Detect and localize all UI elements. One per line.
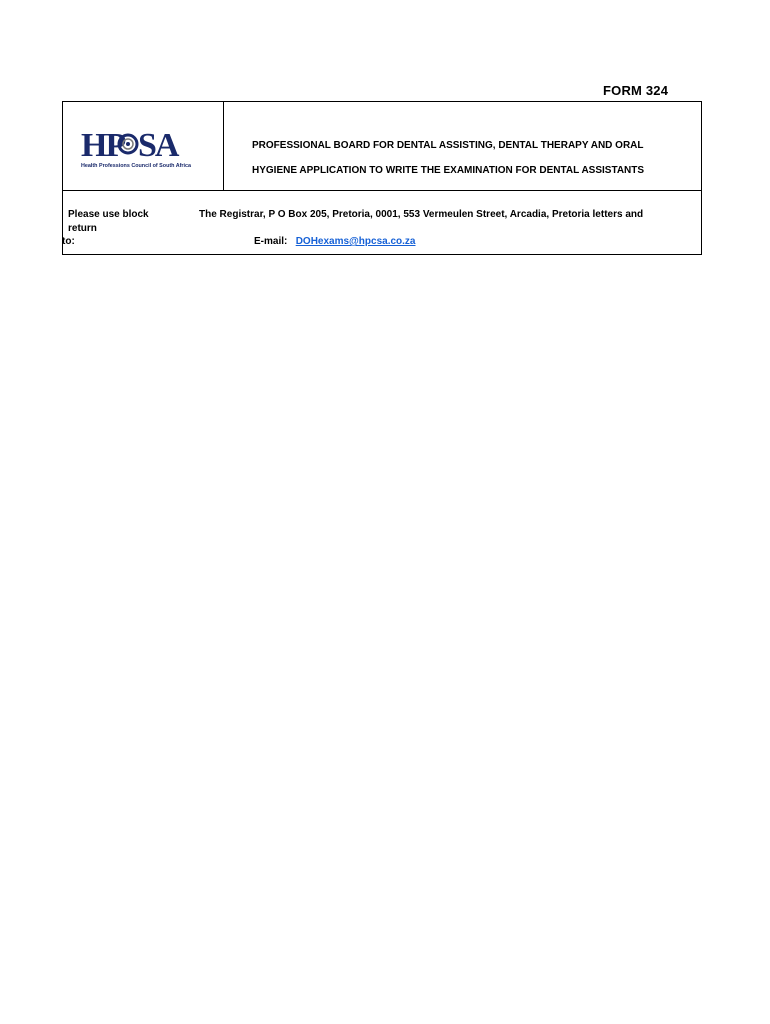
registrar-address: The Registrar, P O Box 205, Pretoria, 0001, 553 Vermeulen Street, Arcadia, Pretoria letters and [199,209,644,220]
hpcsa-logo [81,126,192,174]
row-divider [63,190,701,191]
hpcsa-wordmark-icon [81,126,185,162]
svg-text:HP: HP [81,127,125,162]
form-header-table [62,101,702,255]
return-label-line-2: return [68,223,97,234]
return-label-line-1: Please use block [68,209,149,220]
form-title-line-1: PROFESSIONAL BOARD FOR DENTAL ASSISTING, DENTAL THERAPY AND ORAL [252,140,644,151]
svg-text:SA: SA [138,127,178,162]
return-label-line-3: to: [62,236,75,247]
form-number: FORM 324 [603,83,669,98]
form-title-line-2: HYGIENE APPLICATION TO WRITE THE EXAMINATION FOR DENTAL ASSISTANTS [252,165,645,176]
email-label: E-mail: [254,236,288,247]
email-link[interactable]: DOHexams@hpcsa.co.za [295,236,416,247]
email-line [254,236,416,247]
logo-cell [63,102,224,190]
logo-tagline: Health Professions Council of South Africa [81,163,192,169]
